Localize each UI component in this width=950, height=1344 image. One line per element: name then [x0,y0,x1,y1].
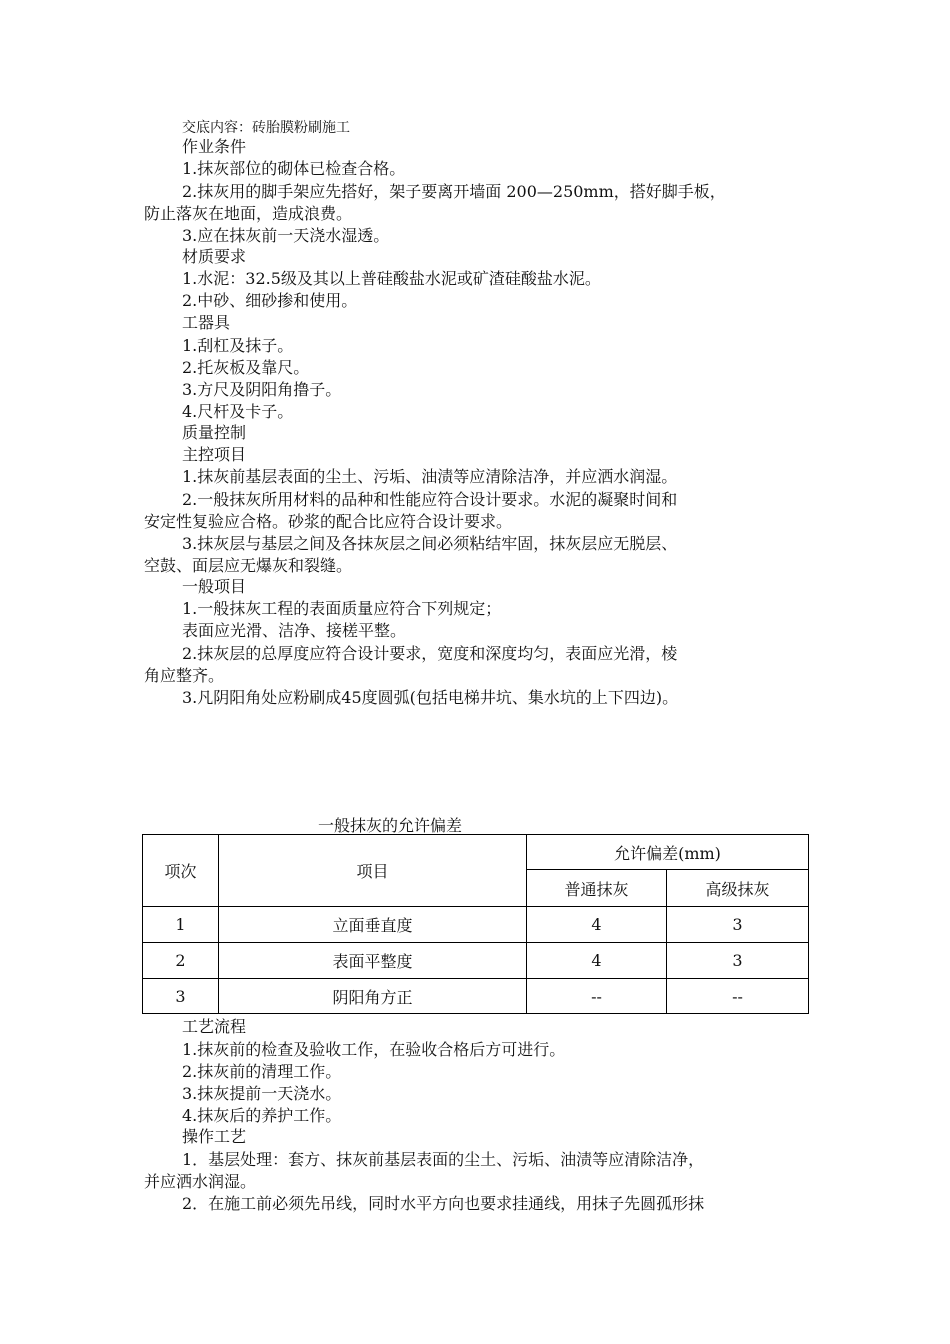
text-line: 2.中砂、细砂掺和使用。 [182,291,358,310]
document-header: 交底内容：砖胎膜粉刷施工 [182,120,350,136]
section-heading: 主控项目 [182,445,247,464]
cell-advanced: -- [667,979,809,1014]
section-heading: 操作工艺 [182,1127,247,1146]
text-line: 表面应光滑、洁净、接槎平整。 [182,621,407,640]
section-heading: 工艺流程 [182,1017,247,1036]
text-line: 4.抹灰后的养护工作。 [182,1106,342,1125]
table-title: 一般抹灰的允许偏差 [318,816,463,835]
section-heading: 材质要求 [182,247,247,266]
text-line: 并应洒水润湿。 [144,1172,257,1191]
text-line: 3.凡阴阳角处应粉刷成45度圆弧(包括电梯井坑、集水坑的上下四边)。 [182,688,679,707]
section-heading: 作业条件 [182,137,247,156]
cell-index: 2 [143,943,219,979]
text-line: 空鼓、面层应无爆灰和裂缝。 [144,556,353,575]
text-line: 安定性复验应合格。砂浆的配合比应符合设计要求。 [144,512,513,531]
text-line: 2.抹灰用的脚手架应先搭好，架子要离开墙面 200—250mm，搭好脚手板， [182,182,726,201]
section-heading: 工器具 [182,313,231,332]
text-line: 3.抹灰层与基层之间及各抹灰层之间必须粘结牢固，抹灰层应无脱层、 [182,534,678,553]
cell-advanced: 3 [667,907,809,943]
text-line: 2.抹灰层的总厚度应符合设计要求，宽度和深度均匀，表面应光滑，棱 [182,644,678,663]
header-normal: 普通抹灰 [527,870,667,907]
text-line: 1.刮杠及抹子。 [182,336,294,355]
header-deviation: 允许偏差(mm) [527,835,809,870]
text-line: 角应整齐。 [144,666,225,685]
text-line: 防止落灰在地面，造成浪费。 [144,204,353,223]
text-line: 1.一般抹灰工程的表面质量应符合下列规定； [182,599,502,618]
table-row [143,907,809,943]
deviation-table [142,834,809,1014]
text-line: 2.托灰板及靠尺。 [182,358,310,377]
section-heading: 质量控制 [182,423,247,442]
cell-normal: -- [527,979,667,1014]
cell-advanced: 3 [667,943,809,979]
text-line: 1.水泥：32.5级及其以上普硅酸盐水泥或矿渣硅酸盐水泥。 [182,269,601,288]
cell-normal: 4 [527,907,667,943]
header-item: 项目 [219,835,527,907]
text-line: 3.方尺及阴阳角撸子。 [182,380,342,399]
cell-item: 立面垂直度 [219,907,527,943]
text-line: 2.一般抹灰所用材料的品种和性能应符合设计要求。水泥的凝聚时间和 [182,490,678,509]
text-line: 3.抹灰提前一天浇水。 [182,1084,342,1103]
text-line: 1．基层处理：套方、抹灰前基层表面的尘土、污垢、油渍等应清除洁净， [182,1150,705,1169]
header-advanced: 高级抹灰 [667,870,809,907]
text-line: 1.抹灰部位的砌体已检查合格。 [182,159,406,178]
cell-index: 1 [143,907,219,943]
text-line: 2.抹灰前的清理工作。 [182,1062,342,1081]
cell-item: 阴阳角方正 [219,979,527,1014]
table-row [143,943,809,979]
table-row [143,979,809,1014]
header-index: 项次 [143,835,219,907]
text-line: 1.抹灰前的检查及验收工作，在验收合格后方可进行。 [182,1040,566,1059]
text-line: 2．在施工前必须先吊线，同时水平方向也要求挂通线，用抹子先圆孤形抹 [182,1194,705,1213]
text-line: 1.抹灰前基层表面的尘土、污垢、油渍等应清除洁净，并应洒水润湿。 [182,467,678,486]
cell-normal: 4 [527,943,667,979]
text-line: 3.应在抹灰前一天浇水湿透。 [182,226,390,245]
text-line: 4.尺杆及卡子。 [182,402,294,421]
cell-index: 3 [143,979,219,1014]
cell-item: 表面平整度 [219,943,527,979]
section-heading: 一般项目 [182,577,247,596]
